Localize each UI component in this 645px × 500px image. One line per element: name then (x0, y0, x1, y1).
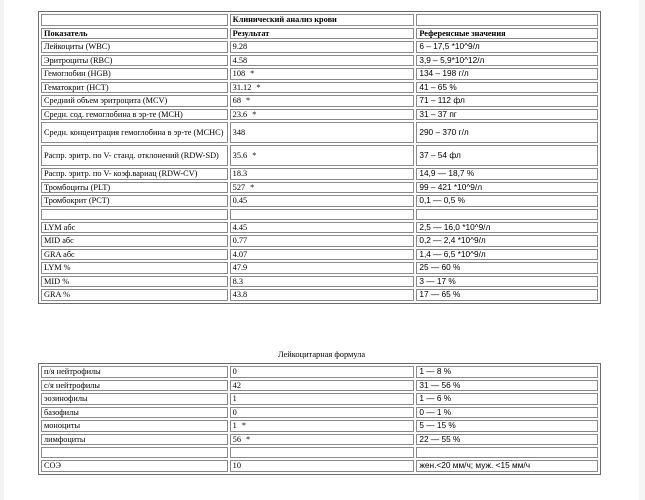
parameter-name: Тромбокрит (PCT) (41, 195, 228, 207)
reference-range: 5 — 15 % (416, 420, 598, 432)
result-cell (230, 182, 415, 194)
parameter-name: LYM абс (41, 222, 228, 234)
reference-range: 1 — 8 % (416, 366, 598, 378)
parameter-header: Показатель (41, 28, 228, 40)
table-row (41, 380, 598, 392)
result-cell (230, 145, 415, 166)
parameter-name: эозинофилы (41, 393, 228, 405)
parameter-name: п/я нейтрофилы (41, 366, 228, 378)
result-cell (230, 420, 415, 432)
result-value: 23.6 (232, 109, 248, 119)
result-value: 18.3 (232, 169, 248, 178)
parameter-name: Тромбоциты (PLT) (41, 182, 228, 194)
title-row (41, 14, 598, 26)
result-value: 1 (232, 394, 237, 403)
table-row (41, 95, 598, 107)
parameter-name: GRA % (41, 289, 228, 301)
reference-range: 14,9 — 18,7 % (416, 168, 598, 180)
out-of-range-flag: * (245, 434, 251, 444)
result-cell (230, 168, 415, 180)
result-cell (230, 122, 415, 143)
empty-cell (416, 209, 598, 220)
reference-range: жен.<20 мм/ч; муж. <15 мм/ч (416, 460, 598, 472)
result-value: 1 (232, 421, 237, 430)
empty-cell (41, 447, 228, 458)
table-row (41, 168, 598, 180)
reference-range: 17 — 65 % (416, 289, 598, 301)
table-row (41, 460, 598, 472)
out-of-range-flag: * (245, 96, 251, 105)
table-row (41, 122, 598, 143)
result-value: 0.45 (232, 196, 248, 205)
result-value: 10 (232, 461, 241, 470)
reference-range: 0,2 — 2,4 *10^9/л (416, 235, 598, 247)
reference-range: 31 — 56 % (416, 380, 598, 392)
result-value: 0 (232, 367, 237, 376)
reference-range: 0,1 — 0,5 % (416, 195, 598, 207)
result-cell (230, 366, 415, 378)
reference-range: 2,5 — 16,0 *10^9/л (416, 222, 598, 234)
table-row (41, 366, 598, 378)
parameter-name: MID абс (41, 235, 228, 247)
table-row (41, 407, 598, 419)
table-row (41, 182, 598, 194)
result-value: 47.9 (232, 263, 248, 272)
parameter-name: Гемоглобин (HGB) (41, 68, 228, 80)
result-cell (230, 289, 415, 301)
empty-cell (41, 209, 228, 220)
table-row (41, 262, 598, 274)
parameter-name: СОЭ (41, 460, 228, 472)
result-value: 9.28 (232, 42, 248, 51)
result-cell (230, 235, 415, 247)
result-value: 56 (232, 434, 241, 444)
result-cell (230, 434, 415, 446)
parameter-name: Лейкоциты (WBC) (41, 41, 228, 53)
result-value: 8.3 (232, 276, 244, 286)
leukocyte-formula-table (38, 363, 601, 475)
out-of-range-flag: * (256, 82, 261, 92)
result-value: 108 (232, 69, 246, 78)
table-row (41, 289, 598, 301)
parameter-name: моноциты (41, 420, 228, 432)
empty-cell (416, 14, 598, 26)
result-cell (230, 407, 415, 419)
table-row (41, 235, 598, 247)
result-value: 4.58 (232, 55, 248, 65)
parameter-name: GRA абс (41, 249, 228, 261)
reference-range: 290 – 370 г/л (416, 122, 598, 143)
result-cell (230, 68, 415, 80)
parameter-name: с/я нейтрофилы (41, 380, 228, 392)
table-row (41, 420, 598, 432)
reference-range: 3 — 17 % (416, 276, 598, 288)
blood-analysis-table (38, 11, 601, 304)
reference-range: 134 – 198 г/л (416, 68, 598, 80)
parameter-name: Средн. концентрация гемоглобина в эр-те (MCHC) (41, 122, 228, 143)
reference-range: 99 – 421 *10^9/л (416, 182, 598, 194)
result-cell (230, 195, 415, 207)
out-of-range-flag: * (241, 421, 246, 430)
reference-range: 3,9 – 5,9*10^12/л (416, 55, 598, 67)
table-row (41, 145, 598, 166)
empty-cell (230, 447, 415, 458)
result-cell (230, 41, 415, 53)
table-row (41, 434, 598, 446)
out-of-range-flag: * (250, 69, 255, 78)
reference-header: Референсные значения (416, 28, 598, 40)
table-row (41, 82, 598, 94)
reference-range: 6 – 17,5 *10^9/л (416, 41, 598, 53)
parameter-name: базофилы (41, 407, 228, 419)
parameter-name: LYM % (41, 262, 228, 274)
page-edge-right (639, 0, 645, 500)
result-cell (230, 222, 415, 234)
table-row (41, 195, 598, 207)
parameter-name: Эритроциты (RBC) (41, 55, 228, 67)
parameter-name: Распр. эритр. по V- станд. отклонений (RDW-SD) (41, 145, 228, 166)
result-value: 0 (232, 407, 237, 417)
result-value: 68 (232, 96, 241, 105)
result-value: 348 (232, 127, 246, 137)
reference-range: 25 — 60 % (416, 262, 598, 274)
result-cell (230, 380, 415, 392)
empty-cell (41, 14, 228, 26)
reference-range: 37 – 54 фл (416, 145, 598, 166)
result-cell (230, 276, 415, 288)
result-value: 4.45 (232, 222, 248, 232)
result-cell (230, 249, 415, 261)
parameter-name: Гематокрит (HCT) (41, 82, 228, 94)
parameter-name: Распр. эритр. по V- коэф.вариац (RDW-CV) (41, 168, 228, 180)
parameter-name: лимфоциты (41, 434, 228, 446)
page-edge-left (0, 0, 4, 500)
result-value: 31.12 (232, 82, 252, 92)
table-row (41, 249, 598, 261)
table-row (41, 393, 598, 405)
spacer-row (41, 209, 598, 220)
parameter-name: MID % (41, 276, 228, 288)
parameter-name: Средн. сод. гемоглобина в эр-те (MCH) (41, 109, 228, 121)
reference-range: 31 – 37 пг (416, 109, 598, 121)
result-value: 527 (232, 182, 246, 192)
reference-range: 41 – 65 % (416, 82, 598, 94)
result-header: Результат (230, 28, 415, 40)
result-cell (230, 55, 415, 67)
reference-range: 0 — 1 % (416, 407, 598, 419)
table-row (41, 109, 598, 121)
result-cell (230, 393, 415, 405)
reference-range: 1,4 — 6,5 *10^9/л (416, 249, 598, 261)
leukocyte-formula-caption: Лейкоцитарная формула (277, 350, 366, 359)
empty-cell (416, 447, 598, 458)
spacer-row (41, 447, 598, 458)
result-value: 42 (232, 380, 241, 390)
result-value: 0.77 (232, 236, 248, 245)
result-cell (230, 95, 415, 107)
result-cell (230, 82, 415, 94)
table-row (41, 68, 598, 80)
reference-range: 71 – 112 фл (416, 95, 598, 107)
table-row (41, 276, 598, 288)
result-cell (230, 109, 415, 121)
table-row (41, 222, 598, 234)
out-of-range-flag: * (252, 150, 257, 160)
table-row (41, 55, 598, 67)
result-value: 35.6 (232, 150, 248, 160)
result-cell (230, 460, 415, 472)
table-title: Клинический анализ крови (230, 14, 415, 26)
reference-range: 1 — 6 % (416, 393, 598, 405)
header-row (41, 28, 598, 40)
result-value: 43.8 (232, 290, 248, 299)
empty-cell (230, 209, 415, 220)
table-row (41, 41, 598, 53)
reference-range: 22 — 55 % (416, 434, 598, 446)
out-of-range-flag: * (252, 109, 257, 119)
parameter-name: Средний объем эритроцита (MCV) (41, 95, 228, 107)
result-cell (230, 262, 415, 274)
out-of-range-flag: * (250, 182, 255, 192)
result-value: 4.07 (232, 249, 248, 259)
